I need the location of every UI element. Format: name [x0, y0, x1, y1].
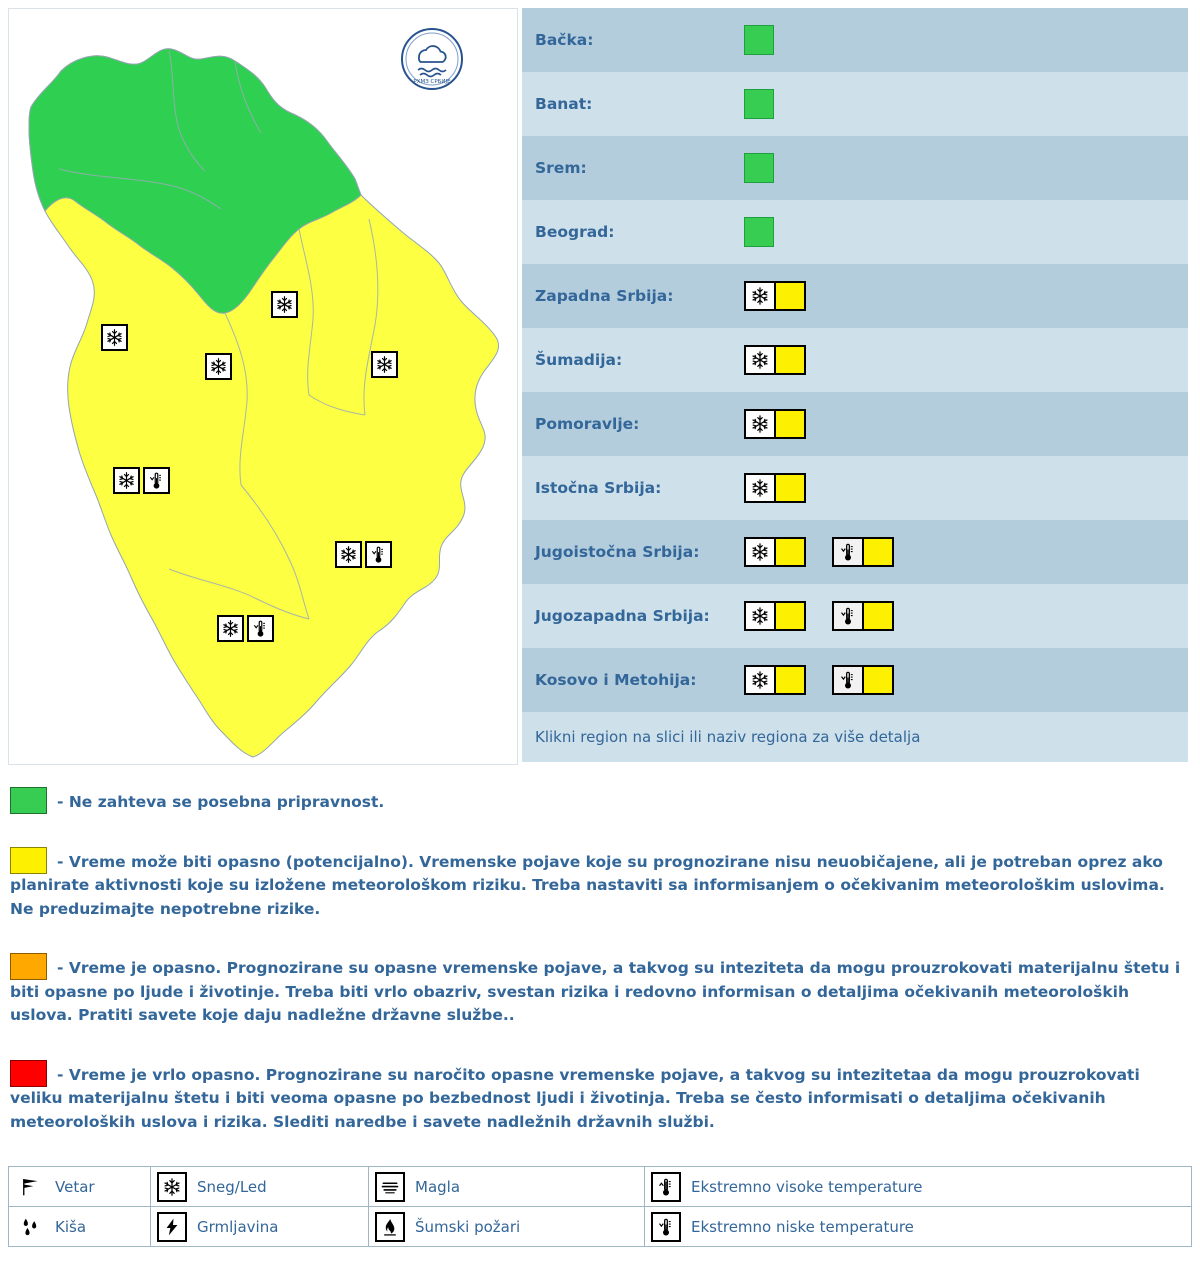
region-name[interactable]: Zapadna Srbija:	[535, 287, 674, 305]
region-name[interactable]: Pomoravlje:	[535, 415, 640, 433]
snowflake-icon	[750, 606, 770, 626]
icon-legend-table	[8, 1166, 1192, 1247]
snowflake-icon	[221, 619, 240, 638]
yellow-alert-square	[774, 283, 804, 309]
green-alert-square	[744, 89, 774, 119]
region-name[interactable]: Beograd:	[535, 223, 615, 241]
snowflake-icon	[105, 328, 124, 347]
low-temperature-icon	[656, 1217, 676, 1237]
wind-icon	[20, 1177, 40, 1197]
green-alert-square	[744, 25, 774, 55]
rain-icon	[20, 1217, 40, 1237]
snowflake-icon	[339, 545, 358, 564]
icon-label: Šumski požari	[415, 1217, 521, 1236]
low-temperature-icon	[838, 542, 858, 562]
map-snow-marker	[205, 353, 232, 380]
region-row-beograd[interactable]	[522, 200, 1188, 264]
yellow-alert-square	[862, 667, 892, 693]
snow-yellow-warning	[744, 345, 806, 375]
region-row-srem[interactable]	[522, 136, 1188, 200]
region-name[interactable]: Bačka:	[535, 31, 594, 49]
red-swatch	[10, 1060, 47, 1087]
yellow-alert-square	[774, 539, 804, 565]
low-temperature-icon	[147, 471, 166, 490]
orange-swatch	[10, 953, 47, 980]
fog-icon	[380, 1177, 400, 1197]
yellow-alert-square	[774, 475, 804, 501]
high-temperature-icon	[656, 1177, 676, 1197]
snowflake-icon	[209, 357, 228, 376]
lowtemp-yellow-warning	[832, 537, 894, 567]
lowtemp-yellow-warning	[832, 601, 894, 631]
snowflake-icon	[750, 350, 770, 370]
snowflake-icon	[375, 355, 394, 374]
snowflake-icon	[750, 478, 770, 498]
region-row-backa[interactable]	[522, 8, 1188, 72]
yellow-alert-square	[862, 603, 892, 629]
low-temperature-icon	[369, 545, 388, 564]
snowflake-icon	[750, 286, 770, 306]
region-name[interactable]: Banat:	[535, 95, 593, 113]
region-row-pomoravlje[interactable]	[522, 392, 1188, 456]
green-swatch	[10, 787, 47, 814]
region-row-zapadna-srbija[interactable]	[522, 264, 1188, 328]
region-list	[522, 8, 1188, 765]
map-snow-marker	[101, 324, 128, 351]
rhmz-logo	[393, 23, 471, 111]
snowflake-icon	[117, 471, 136, 490]
map-snow-marker	[271, 291, 298, 318]
snowflake-icon	[275, 295, 294, 314]
icon-label: Vetar	[55, 1177, 95, 1196]
lowtemp-yellow-warning	[832, 665, 894, 695]
region-name[interactable]: Jugoistočna Srbija:	[535, 543, 700, 561]
legend-red-text: - Vreme je vrlo opasno. Prognozirane su naročito opasne vremenske pojave, a takvog su intezitetaa da mogu prouzrokovati veliku materijalnu štetu i biti veoma opasne po bezbednost ljudi i životinja. Treba se često informisati o detaljima očekivanih meteoroloških uslova i rizika. Slediti naredbe i savete nadležnih državnih službi.	[10, 1065, 1140, 1131]
snow-yellow-warning	[744, 409, 806, 439]
region-name[interactable]: Istočna Srbija:	[535, 479, 662, 497]
snow-yellow-warning	[744, 537, 806, 567]
green-alert-square	[744, 153, 774, 183]
legend-yellow	[10, 847, 1190, 922]
serbia-warning-map	[8, 8, 518, 765]
snowflake-icon	[750, 542, 770, 562]
green-alert-square	[744, 217, 774, 247]
legend-red	[10, 1060, 1190, 1135]
region-name[interactable]: Srem:	[535, 159, 587, 177]
yellow-alert-square	[774, 603, 804, 629]
snow-yellow-warning	[744, 281, 806, 311]
legend-yellow-text: - Vreme može biti opasno (potencijalno). Vremenske pojave koje su prognozirane nisu neuobičajene, ali je potreban oprez ako planirate aktivnosti koje su izložene meteorološkom riziku. Treba nastaviti sa informisanjem o očekivanim meteorološkim uslovima. Ne preduzimajte nepotrebne rizike.	[10, 852, 1165, 918]
yellow-alert-square	[774, 411, 804, 437]
icon-label: Sneg/Led	[197, 1177, 267, 1196]
yellow-alert-square	[774, 667, 804, 693]
map-snow-marker	[371, 351, 398, 378]
legend-orange-text: - Vreme je opasno. Prognozirane su opasne vremenske pojave, a takvog su inteziteta da mogu prouzrokovati materijalnu štetu i biti opasne po ljude i životinje. Treba biti vrlo obazriv, svestan rizika i redovno informisan o detaljima očekivanih meteoroloških uslova. Pratiti savete koje daju nadležne državne službe..	[10, 959, 1181, 1025]
snowflake-icon	[750, 670, 770, 690]
forest-fire-icon	[380, 1217, 400, 1237]
region-row-sumadija[interactable]	[522, 328, 1188, 392]
icon-label: Kiša	[55, 1217, 87, 1236]
hint-text: Klikni region na slici ili naziv regiona za više detalja	[535, 728, 921, 746]
yellow-swatch	[10, 847, 47, 874]
yellow-alert-square	[774, 347, 804, 373]
region-row-kosovo-i-metohija[interactable]	[522, 648, 1188, 712]
snow-yellow-warning	[744, 665, 806, 695]
low-temperature-icon	[838, 606, 858, 626]
region-row-jugoistocna-srbija[interactable]	[522, 520, 1188, 584]
snow-yellow-warning	[744, 473, 806, 503]
map-snow-lowtemp-marker	[113, 467, 170, 494]
hint-row	[522, 712, 1188, 762]
region-row-istocna-srbija[interactable]	[522, 456, 1188, 520]
region-name[interactable]: Kosovo i Metohija:	[535, 671, 697, 689]
logo-text: РХМЗ СРБИЈЕ	[413, 79, 451, 85]
low-temperature-icon	[251, 619, 270, 638]
legend-orange	[10, 953, 1190, 1028]
map-snow-lowtemp-marker	[335, 541, 392, 568]
thunder-icon	[162, 1217, 182, 1237]
icon-label: Ekstremno niske temperature	[691, 1217, 914, 1236]
low-temperature-icon	[838, 670, 858, 690]
region-name[interactable]: Jugozapadna Srbija:	[535, 607, 710, 625]
snowflake-icon	[750, 414, 770, 434]
icon-label: Grmljavina	[197, 1217, 279, 1236]
legend-green	[10, 787, 1190, 815]
map-snow-lowtemp-marker	[217, 615, 274, 642]
yellow-alert-square	[862, 539, 892, 565]
icon-label: Ekstremno visoke temperature	[691, 1177, 923, 1196]
icon-label: Magla	[415, 1177, 461, 1196]
snow-yellow-warning	[744, 601, 806, 631]
region-name[interactable]: Šumadija:	[535, 351, 623, 369]
region-row-jugozapadna-srbija[interactable]	[522, 584, 1188, 648]
legend-green-text: - Ne zahteva se posebna pripravnost.	[57, 793, 385, 811]
snow-ice-icon	[162, 1177, 182, 1197]
color-legend	[0, 765, 1200, 1134]
region-row-banat[interactable]	[522, 72, 1188, 136]
